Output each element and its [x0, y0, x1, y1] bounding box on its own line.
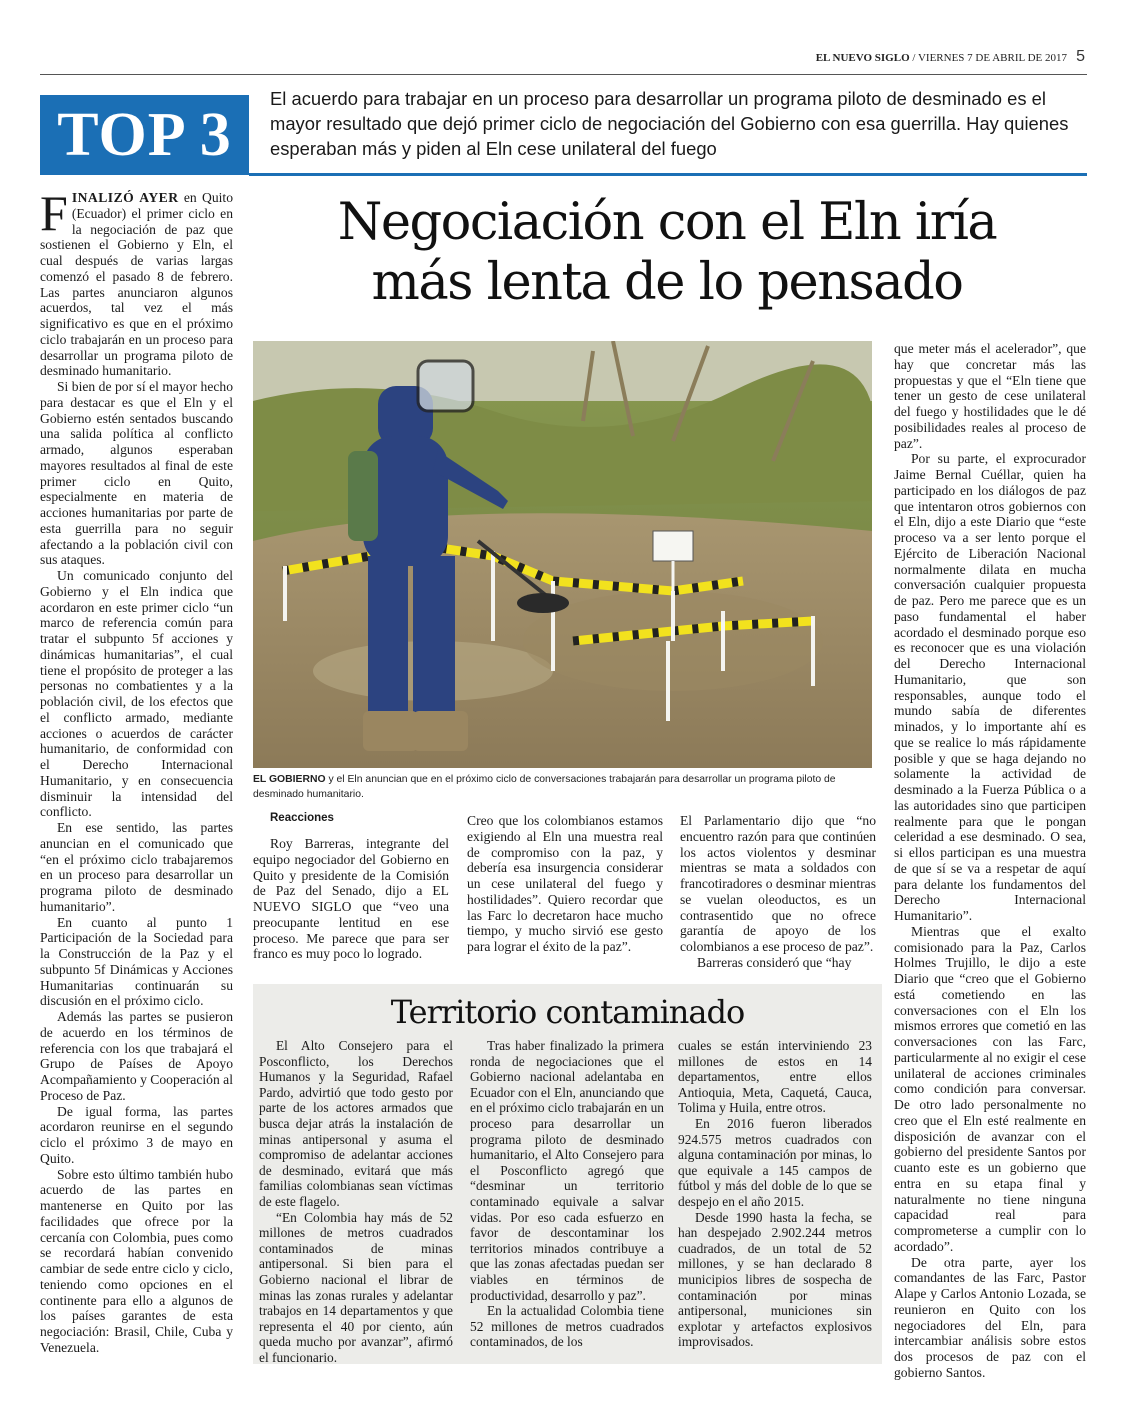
- deck-divider: [249, 173, 1087, 176]
- sidebar-column-3: [678, 1038, 872, 1350]
- paragraph: En la actualidad Colombia tiene 52 millones de metros cuadrados contaminados, de los: [470, 1303, 664, 1350]
- lead-words: INALIZÓ AYER: [71, 190, 179, 205]
- section-badge: TOP 3: [40, 95, 249, 175]
- reacciones-column-2: [467, 813, 663, 955]
- paragraph: “En Colombia hay más de 52 millones de metros cuadrados contaminados de minas antipersonal. Si bien para el Gobierno nacional el librar de minas las zonas rurales y adelantar trabajos en 14 departamentos y que representa el 40 por ciento, aún queda mucho por avanzar”, afirmó el funcionario.: [259, 1209, 453, 1365]
- paragraph: En cuanto al punto 1 Participación de la Sociedad para la Construcción de la Paz y el subpunto 5f Dinámicas y Acciones Humanitarias continuarán su discusión en el próximo ciclo.: [40, 914, 233, 1009]
- newspaper-name: EL NUEVO SIGLO: [815, 52, 910, 64]
- paragraph: Creo que los colombianos estamos exigiendo al Eln una muestra real de compromiso con la paz, y debería esa insurgencia considerar un cese unilateral del fuego y hostilidades”. Quiero recordar que las Farc lo decretaron hace mucho tiempo, y mucho sirvió ese gesto para lograr el éxito de la paz”.: [467, 813, 663, 954]
- paragraph: En 2016 fueron liberados 924.575 metros cuadrados con alguna contaminación por minas, lo que equivale a 145 campos de fútbol y más del doble de lo que se despejo en el año 2015.: [678, 1115, 872, 1209]
- sidebar-column-2: [470, 1038, 664, 1350]
- paragraph: Roy Barreras, integrante del equipo negociador del Gobierno en Quito y presidente de la Comisión de Paz del Senado, dijo a EL NUEVO SIGLO que “veo una preocupante lentitud en ese proceso. Me parece que para ser franco es muy poco lo logrado.: [253, 836, 449, 962]
- paragraph: De igual forma, las partes acordaron reunirse en el segundo ciclo el próximo 3 de mayo en Quito.: [40, 1103, 233, 1166]
- paragraph: Tras haber finalizado la primera ronda de negociaciones que el Gobierno nacional adelantaba en Ecuador con el Eln, anunciando que en el próximo ciclo trabajarán en un proceso para desarrollar un programa piloto de desminado humanitario, el Alto Consejero para el Posconflicto agregó que “desminar un territorio contaminado equivale a salvar vidas. Por eso cada esfuerzo en favor de descontaminar los territorios minados contribuye a que las zonas afectadas puedan ser viables en términos de productividad, desarrollo y paz”.: [470, 1038, 664, 1303]
- news-photo: [253, 341, 872, 768]
- reacciones-column-3: [680, 813, 876, 971]
- sidebar-box-title: Territorio contaminado: [390, 993, 745, 1031]
- masthead-separator: /: [909, 52, 918, 64]
- headline-line-1: Negociación con el Eln iría: [337, 193, 997, 252]
- article-column-right: [894, 341, 1086, 1381]
- paragraph: cuales se están interviniendo 23 millones de estos en 14 departamentos, entre ellos Antioquia, Meta, Caquetá, Cauca, Tolima y Huila, entre otros.: [678, 1038, 872, 1116]
- paragraph: que meter más el acelerador”, que hay que concretar más las propuestas y que el “Eln tiene que tener un gesto de cese unilateral del fuego y hostilidades que le dé posibilidades reales al proceso de paz”.: [894, 341, 1086, 451]
- paragraph: Si bien de por sí el mayor hecho para destacar es que el Eln y el Gobierno estén sentados buscando una salida política al conflicto armado, algunos esperaban mayores resultados al final de este primer ciclo en Quito, especialmente en materia de acciones humanitarias por parte de esta guerrilla para no seguir afectando a la población civil con sus ataques.: [40, 379, 233, 568]
- reacciones-column-1: [253, 810, 449, 962]
- article-deck: El acuerdo para trabajar en un proceso para desarrollar un programa piloto de desminado es el mayor resultado que dejó primer ciclo de negociación del Gobierno con esa guerrilla. Hay quienes esperaban más y piden al Eln cese unilateral del fuego: [270, 88, 1069, 159]
- lead-text: en Quito (Ecuador) el primer ciclo en la negociación de paz que sostienen el Gobierno y Eln, el cual después de varias largas comenzó el pasado 8 de febrero. Las partes anunciaron algunos acuerdos, tal vez el más significativo es que en el próximo ciclo trabajarán en un proceso para desarrollar un programa piloto de desminado humanitario.: [40, 190, 234, 379]
- caption-lead: EL GOBIERNO: [253, 774, 326, 785]
- paragraph: El Parlamentario dijo que “no encuentro razón para que continúen los actos violentos y desminar mientras se mata a soldados con francotiradores o desminar mientras se vuelan oleoductos, es un contrasentido que no ofrece garantía de apoyo de los colombianos a ese proceso de paz”.: [680, 813, 876, 954]
- paragraph: Mientras que el exalto comisionado para la Paz, Carlos Holmes Trujillo, le dijo a este Diario que “creo que el Gobierno está cometiendo en las conversaciones con el Eln los mismos errores que cometió en las conversaciones con las Farc, particularmente al no exigir el cese unilateral de acciones criminales como condición para conversar. De otro lado personalmente no creo que el Eln esté realmente en disposición de avanzar con el gobierno del presidente Santos por cuanto este es un gobierno que entra en su etapa final y naturalmente no tiene ninguna capacidad real para comprometerse a cumplir con lo acordado”.: [894, 923, 1086, 1254]
- paragraph: Además las partes se pusieron de acuerdo en los términos de referencia con los que trabajará el Grupo de Países de Apoyo Acompañamiento y Cooperación al Proceso de Paz.: [40, 1009, 233, 1103]
- caption-text: y el Eln anuncian que en el próximo ciclo de conversaciones trabajarán para desarrollar un programa piloto de desminado humanitario.: [253, 774, 836, 800]
- masthead: [816, 52, 1067, 64]
- headline: [252, 193, 1082, 313]
- top-divider: [40, 74, 1087, 75]
- paragraph: Por su parte, el exprocurador Jaime Bernal Cuéllar, quien ha participado en los diálogos de paz que intentaron otros gobiernos con el Eln, dijo a este Diario que “este proceso va a ser lento porque el Ejército de Liberación Nacional normalmente dilata en mucha conversación cualquier propuesta de paz. Pero me parece que es un paso fundamental el haber acordado el desminado porque eso es reconocer que es una violación del Derecho Internacional Humanitario, que son responsables, aunque todo el mundo sabía de diferentes minados, y lo importante ahí es que se realice lo más rápidamente posible y que se haga dejando no solamente la actividad de desminado a la Fuerza Pública o a las autoridades sino que participen realmente para que le pongan celeridad a ese desminado. O sea, si ellos participan es una muestra de que sí se va a respetar de aquí para delante los fundamentos del Derecho Internacional Humanitario”.: [894, 451, 1086, 923]
- paragraph: De otra parte, ayer los comandantes de las Farc, Pastor Alape y Carlos Antonio Lozada, se reunieron en Quito con los negociadores del Eln, para intercambiar análisis sobre estos dos procesos de paz con el gobierno Santos.: [894, 1254, 1086, 1380]
- paragraph: Un comunicado conjunto del Gobierno y el Eln indica que acordaron en este primer ciclo “un marco de referencia común para tratar el subpunto 5f acciones y dinámicas humanitarias”, el cual tiene el propósito de proteger a las personas no combatientes y a la población civil, de los efectos que el conflicto armado, mediante acciones o acuerdos de carácter humanitario, de conformidad con el Derecho Internacional Humanitario, y en consecuencia disminuir la intensidad del conflicto.: [40, 568, 233, 820]
- page-number: 5: [1076, 48, 1085, 65]
- paragraph: En ese sentido, las partes anuncian en el comunicado que “en el próximo ciclo trabajaremos en un proceso para desarrollar un programa piloto de desminado humanitario”.: [40, 820, 233, 914]
- drop-cap: F: [40, 185, 68, 241]
- paragraph: Sobre esto último también hubo acuerdo de las partes en mantenerse en Quito por las facilidades que ofrece por la cercanía con Colombia, pues como se recordará habían convenido cambiar de sede entre ciclo y ciclo, teniendo como opciones en el continente para ello a algunos de los países garantes de esta negociación: Brasil, Chile, Cuba y Venezuela.: [40, 1166, 233, 1355]
- lead-paragraph: [40, 185, 234, 379]
- subhead-reacciones: Reacciones: [270, 812, 334, 824]
- article-column-left: [40, 185, 234, 1356]
- sidebar-column-1: [259, 1038, 453, 1365]
- paragraph: El Alto Consejero para el Posconflicto, los Derechos Humanos y la Seguridad, Rafael Pardo, advirtió que todo gesto por parte de los actores armados que busca dejar atrás la instalación de minas antipersonal y asuma el compromiso de adelantar acciones de desminado, evitará que más familias colombianas sean víctimas de este flagelo.: [259, 1038, 453, 1209]
- issue-date: VIERNES 7 DE ABRIL DE 2017: [917, 52, 1067, 64]
- paragraph: Barreras consideró que “hay: [697, 954, 852, 970]
- paragraph: Desde 1990 hasta la fecha, se han despejado 2.902.244 metros cuadrados, de un total de 52 millones, y se han declarado 8 municipios libres de sospecha de contaminación por minas antipersonal, municiones sin explotar y artefactos explosivos improvisados.: [678, 1209, 872, 1350]
- photo-caption: [253, 772, 883, 802]
- headline-line-2: más lenta de lo pensado: [371, 253, 963, 312]
- demining-scene-illustration: [253, 341, 872, 768]
